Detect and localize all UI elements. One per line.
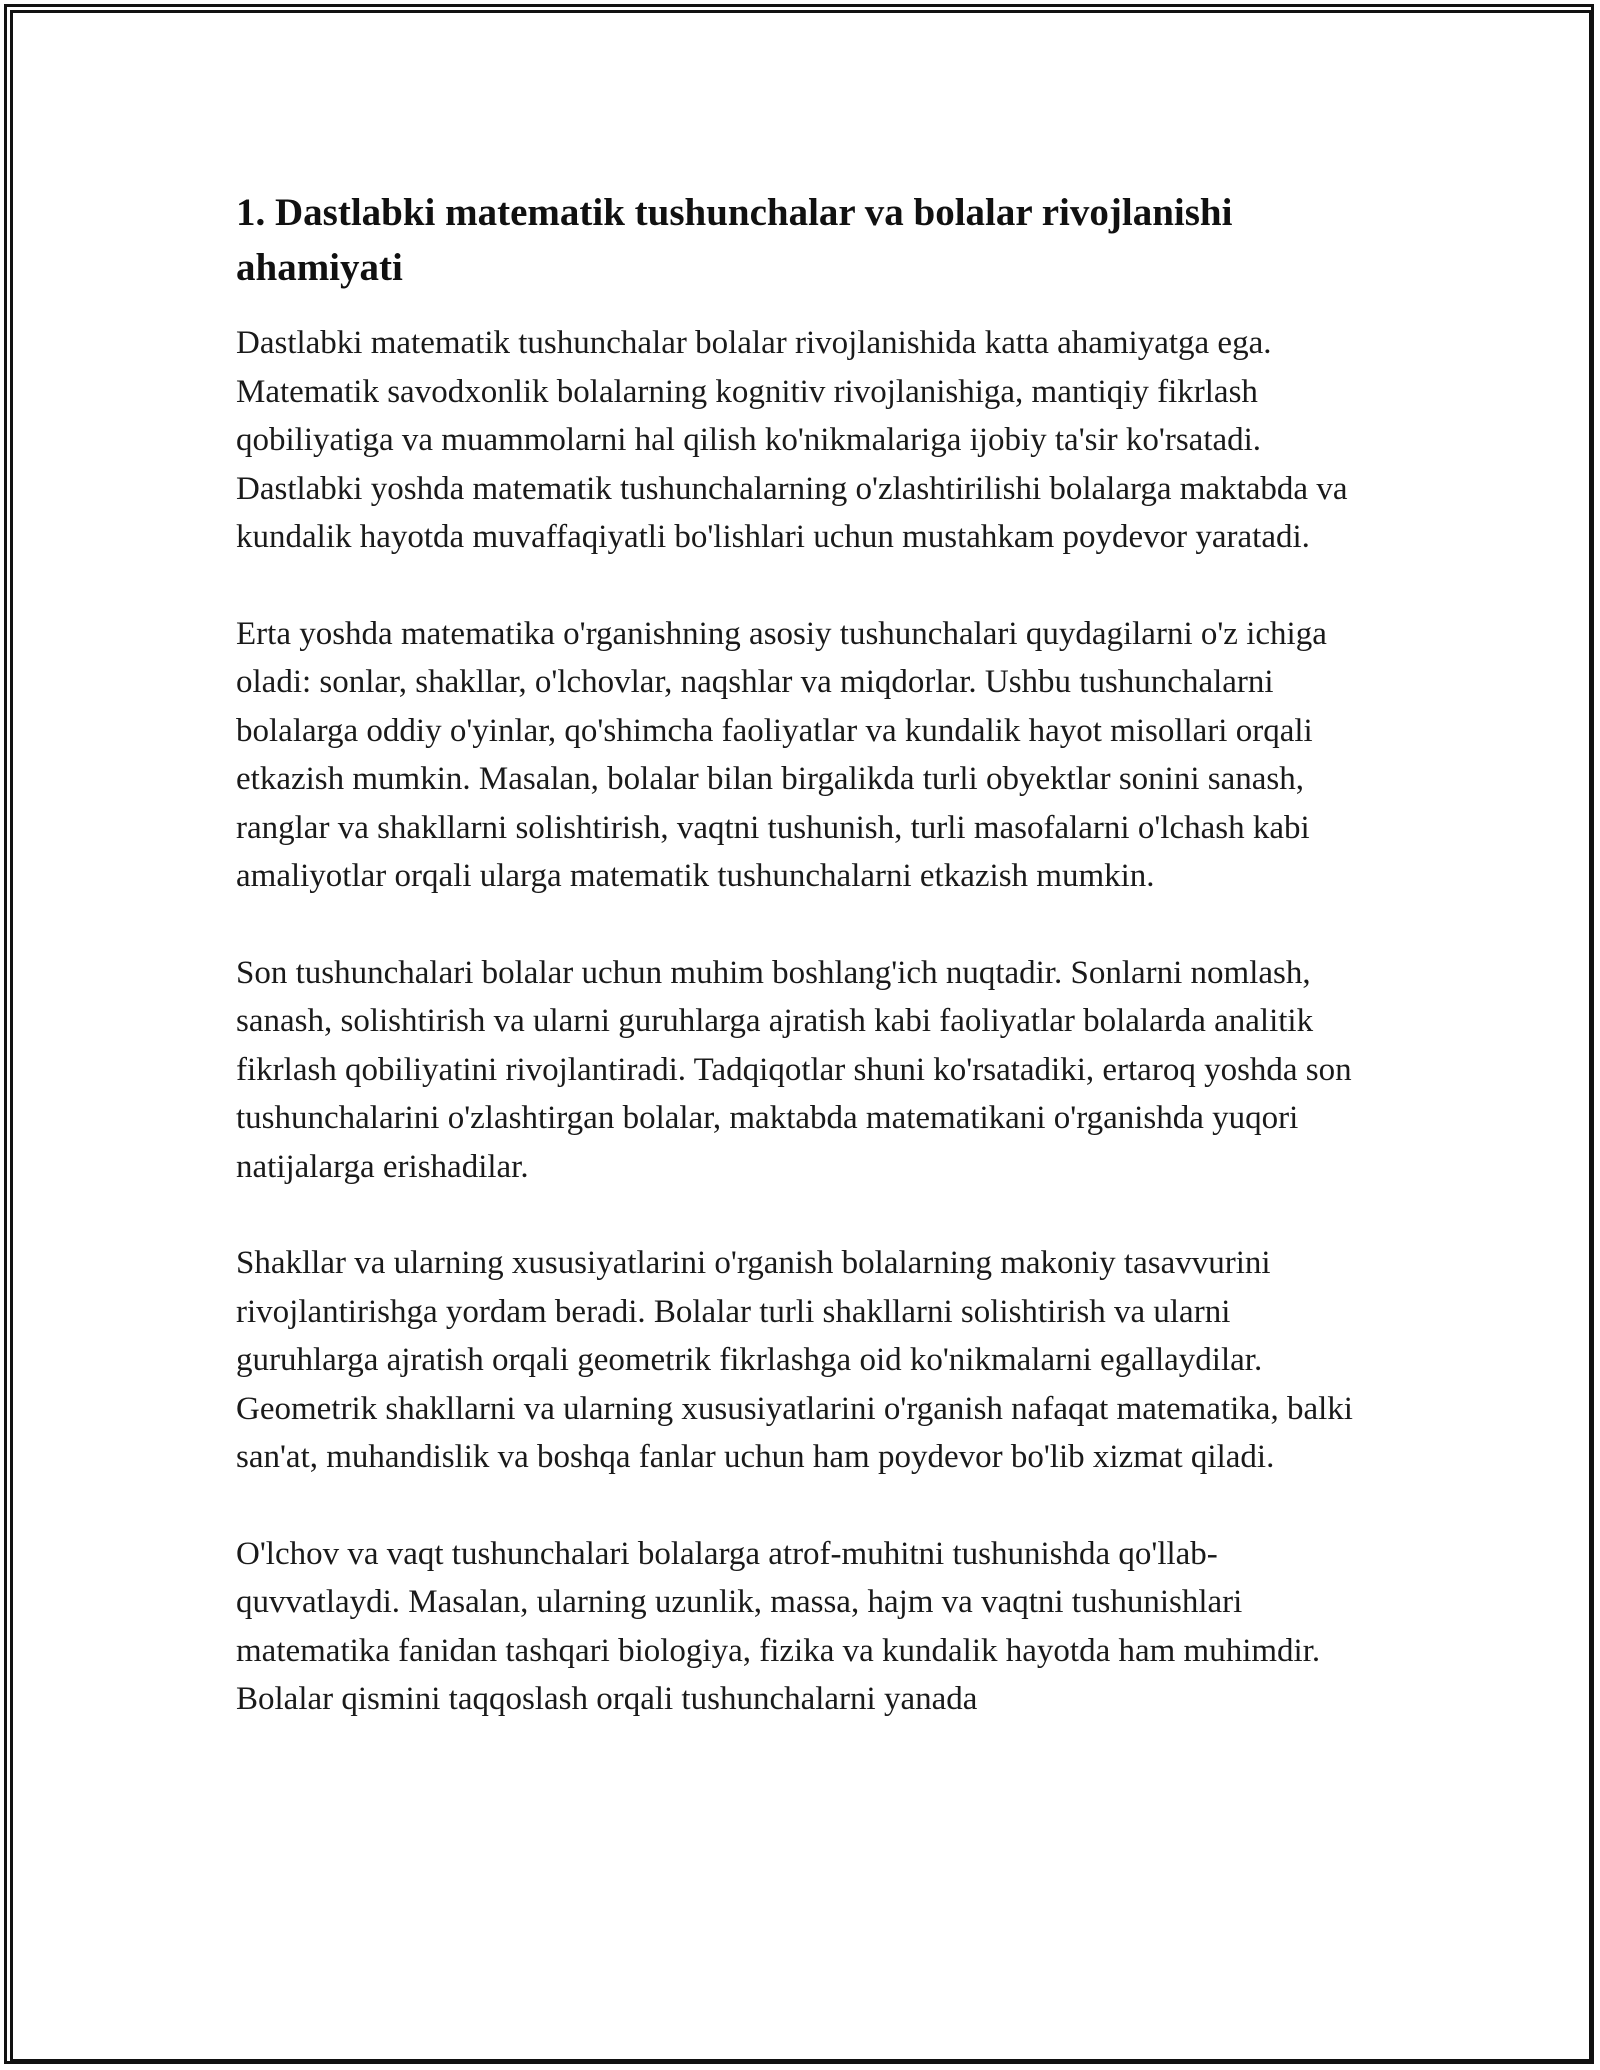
paragraph-3: Son tushunchalari bolalar uchun muhim boshlang'ich nuqtadir. Sonlarni nomlash, sanash, solishtirish va ularni guruhlarga ajratish kabi faoliyatlar bolalarda analitik fikrlash qobiliyatini rivojlantiradi. Tadqiqotlar shuni ko'rsatadiki, ertaroq yoshda son tushunchalarini o'zlashtirgan bolalar, maktabda matematikani o'rganishda yuqori natijalarga erishadilar. [236, 954, 1352, 1185]
paragraph-5: O'lchov va vaqt tushunchalari bolalarga atrof-muhitni tushunishda qo'llab-quvvatlaydi. Masalan, ularning uzunlik, massa, hajm va vaqtni tushunishlari matematika fanidan tashqari biologiya, fizika va kundalik hayotda ham muhimdir. Bolalar qismini taqqoslash orqali tushunchalarni yanada [236, 1535, 1321, 1717]
paragraph-4: Shakllar va ularning xususiyatlarini o'rganish bolalarning makoniy tasavvurini rivojlantirishga yordam beradi. Bolalar turli shakllarni solishtirish va ularni guruhlarga ajratish orqali geometrik fikrlashga oid ko'nikmalarni egallaydilar. Geometrik shakllarni va ularning xususiyatlarini o'rganish nafaqat matematika, balki san'at, muhandislik va boshqa fanlar uchun ham poydevor bo'lib xizmat qiladi. [236, 1245, 1353, 1475]
paragraph-1: Dastlabki matematik tushunchalar bolalar rivojlanishida katta ahamiyatga ega. Matematik savodxonlik bolalarning kognitiv rivojlanishiga, mantiqiy fikrlash qobiliyatiga va muammolarni hal qilish ko'nikmalariga ijobiy ta'sir ko'rsatadi. Dastlabki yoshda matematik tushunchalarning o'zlashtirilishi bolalarga maktabda va kundalik hayotda muvaffaqiyatli bo'lishlari uchun mustahkam poydevor yaratadi. [236, 325, 1348, 555]
document-body [236, 185, 1366, 1772]
section-heading: 1. Dastlabki matematik tushunchalar va bolalar rivojlanishi ahamiyati [236, 191, 1233, 289]
paragraph-2: Erta yoshda matematika o'rganishning asosiy tushunchalari quydagilarni o'z ichiga oladi: sonlar, shakllar, o'lchovlar, naqshlar va miqdorlar. Ushbu tushunchalarni bolalarga oddiy o'yinlar, qo'shimcha faoliyatlar va kundalik hayot misollari orqali etkazish mumkin. Masalan, bolalar bilan birgalikda turli obyektlar sonini sanash, ranglar va shakllarni solishtirish, vaqtni tushunish, turli masofalarni o'lchash kabi amaliyotlar orqali ularga matematik tushunchalarni etkazish mumkin. [236, 615, 1327, 894]
